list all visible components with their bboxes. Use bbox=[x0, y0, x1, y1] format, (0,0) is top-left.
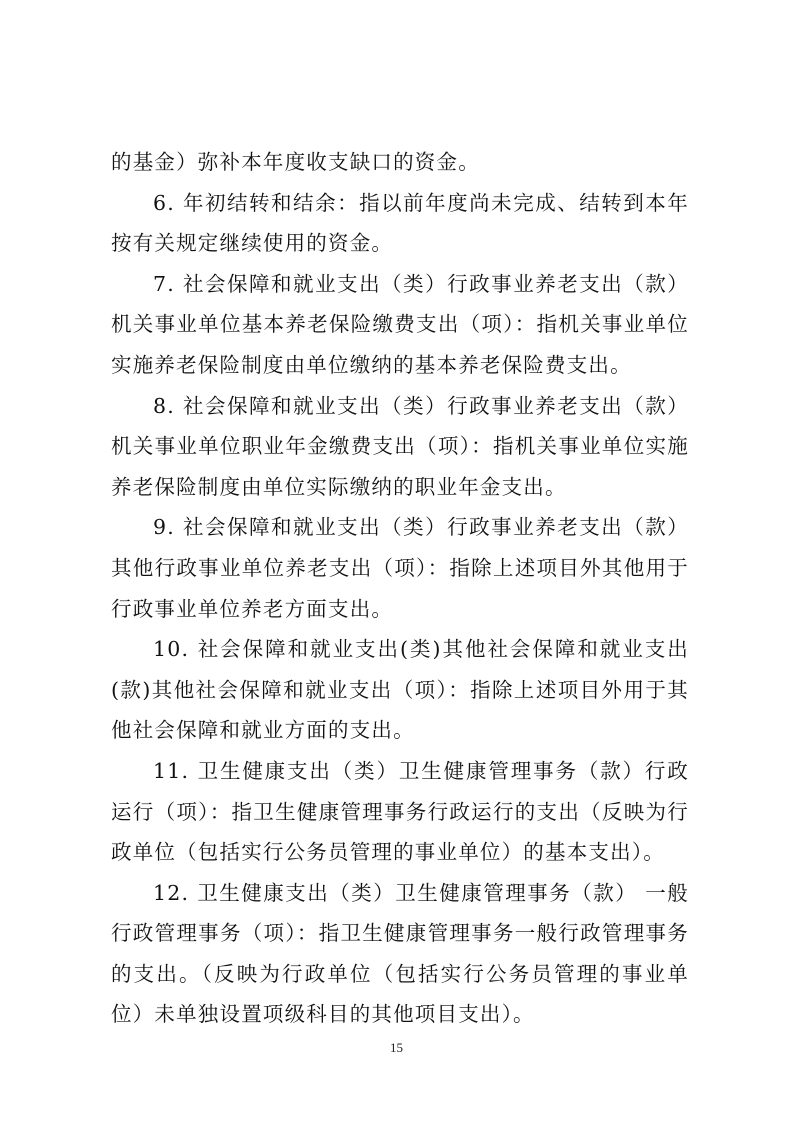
paragraph-item-7: 7. 社会保障和就业支出（类）行政事业养老支出（款）机关事业单位基本养老保险缴费支出（项）：指机关事业单位实施养老保险制度由单位缴纳的基本养老保险费支出。 bbox=[111, 271, 689, 377]
document-body bbox=[111, 142, 689, 1035]
paragraph-item-6: 6. 年初结转和结余：指以前年度尚未完成、结转到本年按有关规定继续使用的资金。 bbox=[111, 190, 689, 256]
paragraph-item-11: 11. 卫生健康支出（类）卫生健康管理事务（款）行政运行（项）：指卫生健康管理事务行政运行的支出（反映为行政单位（包括实行公务员管理的事业单位）的基本支出）。 bbox=[111, 758, 689, 865]
paragraph-continuation: 的基金）弥补本年度收支缺口的资金。 bbox=[111, 150, 480, 174]
paragraph-item-10: 10. 社会保障和就业支出(类)其他社会保障和就业支出(款)其他社会保障和就业支出（项）：指除上述项目外用于其他社会保障和就业方面的支出。 bbox=[111, 637, 689, 743]
page-number: 15 bbox=[390, 1040, 403, 1055]
paragraph-item-8: 8. 社会保障和就业支出（类）行政事业养老支出（款）机关事业单位职业年金缴费支出（项）：指机关事业单位实施养老保险制度由单位实际缴纳的职业年金支出。 bbox=[111, 393, 689, 499]
paragraph-item-9: 9. 社会保障和就业支出（类）行政事业养老支出（款）其他行政事业单位养老支出（项）：指除上述项目外其他用于行政事业单位养老方面支出。 bbox=[111, 515, 689, 621]
paragraph-item-12: 12. 卫生健康支出（类）卫生健康管理事务（款） 一般行政管理事务（项）：指卫生健康管理事务一般行政管理事务的支出。（反映为行政单位（包括实行公务员管理的事业单位）未单独设置项级科目的其他项目支出）。 bbox=[111, 880, 689, 1027]
